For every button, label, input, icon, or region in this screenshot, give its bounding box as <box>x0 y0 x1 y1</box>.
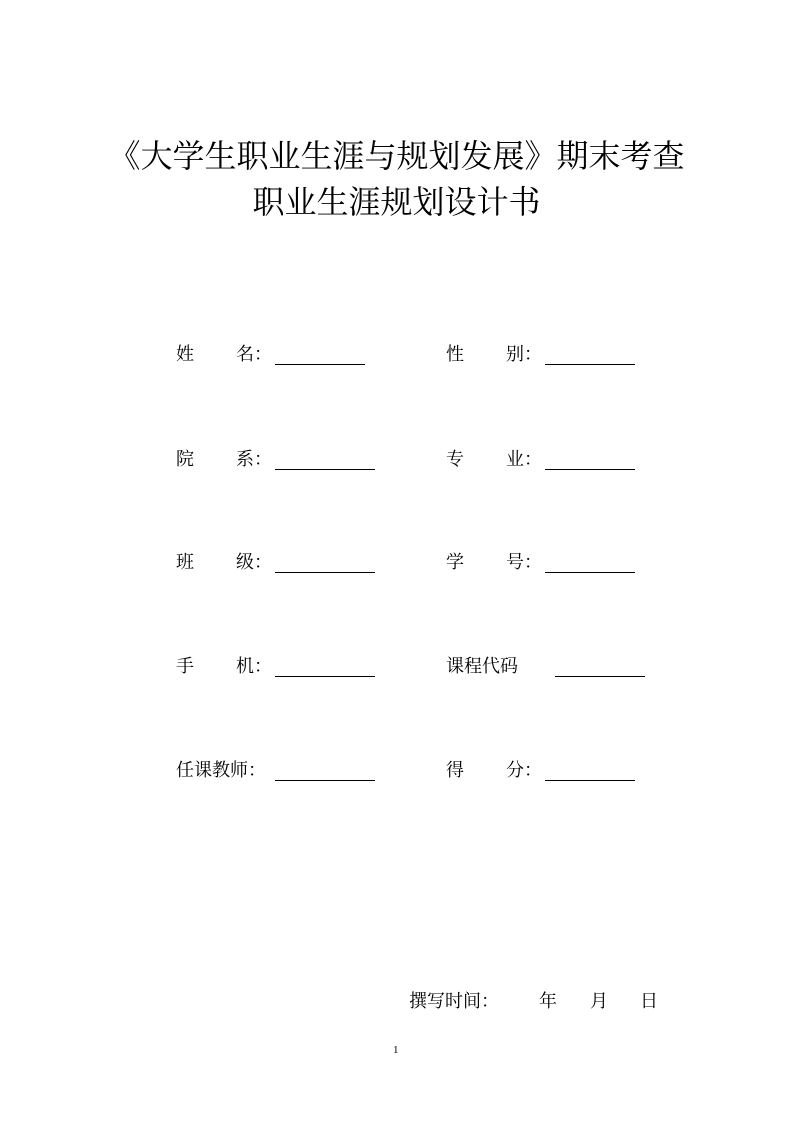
writing-date-day: 日 <box>640 991 658 1012</box>
field-phone-label-b: 机： <box>236 656 272 677</box>
field-instructor-label: 任课教师： <box>176 760 266 781</box>
page-number: 1 <box>393 1044 399 1056</box>
field-class-label-a: 班 <box>176 552 194 573</box>
field-course-code-blank[interactable] <box>555 676 645 677</box>
field-major-label-b: 业： <box>506 449 542 470</box>
field-name-blank[interactable] <box>275 364 365 365</box>
field-student-id-blank[interactable] <box>545 572 635 573</box>
field-score-label-a: 得 <box>446 760 464 781</box>
field-department-blank[interactable] <box>275 469 375 470</box>
field-class-blank[interactable] <box>275 572 375 573</box>
field-gender-label-b: 别： <box>506 344 542 365</box>
field-name-label-b: 名： <box>236 344 272 365</box>
writing-date-year: 年 <box>539 991 557 1012</box>
field-instructor-blank[interactable] <box>275 780 375 781</box>
document-title: 《大学生职业生涯与规划发展》期末考查 <box>108 137 685 175</box>
writing-date-label: 撰写时间： <box>409 991 499 1012</box>
field-department-label-a: 院 <box>176 449 194 470</box>
document-subtitle: 职业生涯规划设计书 <box>252 183 541 221</box>
field-student-id-label-a: 学 <box>446 552 464 573</box>
field-phone-blank[interactable] <box>275 676 375 677</box>
field-score-blank[interactable] <box>545 780 635 781</box>
field-course-code-label: 课程代码 <box>446 656 518 677</box>
field-department-label-b: 系： <box>236 449 272 470</box>
writing-date-month: 月 <box>590 991 608 1012</box>
field-major-label-a: 专 <box>446 449 464 470</box>
field-phone-label-a: 手 <box>176 656 194 677</box>
field-class-label-b: 级： <box>236 552 272 573</box>
field-gender-blank[interactable] <box>545 364 635 365</box>
field-major-blank[interactable] <box>545 469 635 470</box>
field-student-id-label-b: 号： <box>506 552 542 573</box>
field-name-label-a: 姓 <box>176 344 194 365</box>
field-gender-label-a: 性 <box>446 344 464 365</box>
field-score-label-b: 分： <box>506 760 542 781</box>
